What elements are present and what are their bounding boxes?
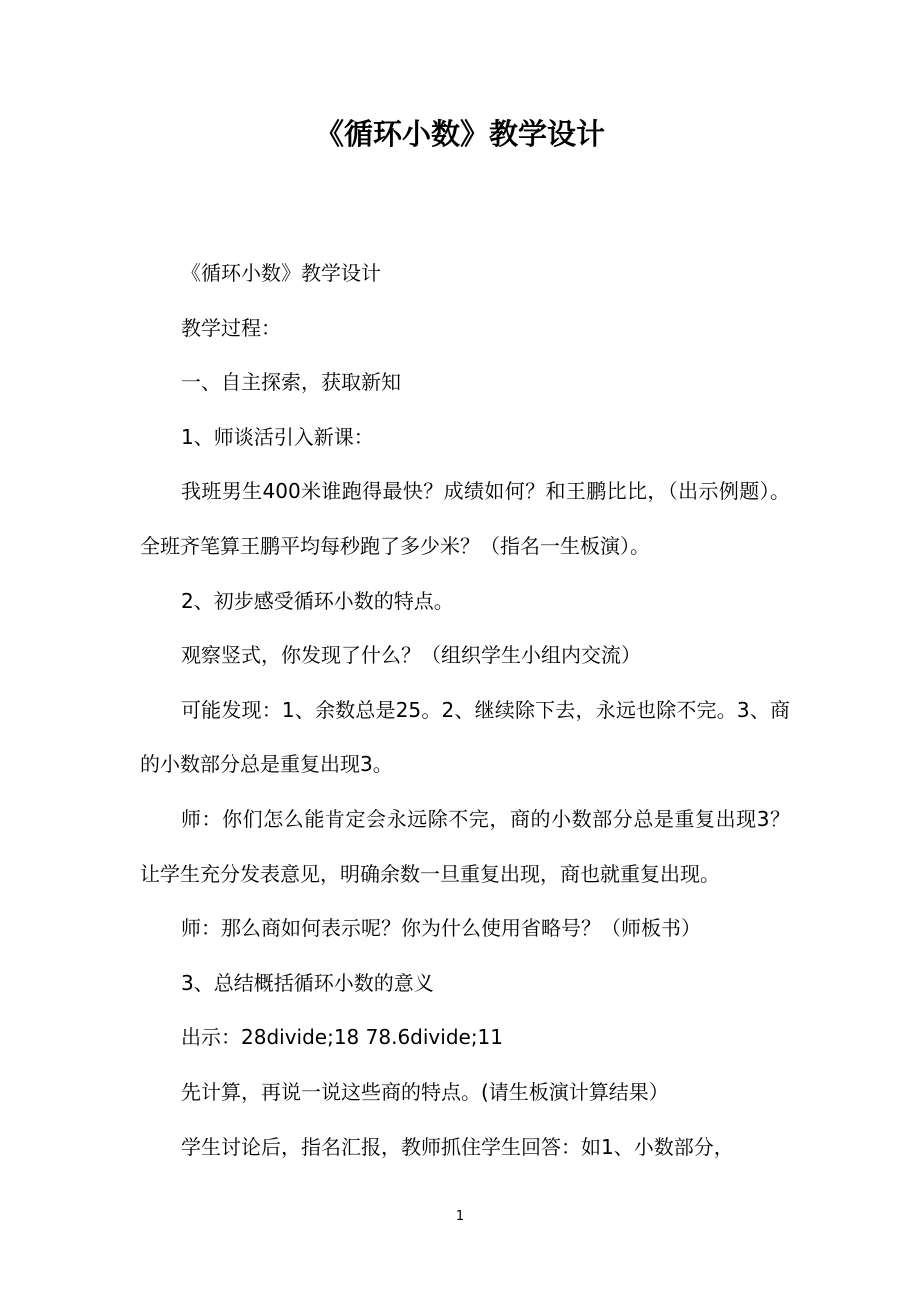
document-title: 《循环小数》教学设计: [314, 117, 605, 151]
paragraph: 师：你们怎么能肯定会永远除不完，商的小数部分总是重复出现3？让学生充分发表意见，明确余数一旦重复出现，商也就重复出现。: [140, 806, 790, 886]
paragraph: 教学过程：: [181, 315, 281, 340]
page-number: 1: [455, 1209, 465, 1224]
paragraph: 3、总结概括循环小数的意义: [181, 970, 434, 995]
document-body: [140, 246, 790, 1174]
paragraph: 可能发现：1、余数总是25。2、继续除下去，永远也除不完。3、商的小数部分总是重复出现3。: [140, 697, 790, 777]
paragraph: 《循环小数》教学设计: [181, 261, 381, 285]
paragraph: 2、初步感受循环小数的特点。: [181, 588, 454, 613]
paragraph: 1、师谈活引入新课：: [181, 424, 374, 449]
paragraph: 观察竖式，你发现了什么？（组织学生小组内交流）: [181, 643, 641, 668]
paragraph: 先计算，再说一说这些商的特点。(请生板演计算结果）: [181, 1079, 669, 1104]
paragraph: 一、自主探索，获取新知: [181, 370, 401, 395]
paragraph: 我班男生400米谁跑得最快？成绩如何？和王鹏比比，（出示例题）。全班齐笔算王鹏平均每秒跑了多少米？（指名一生板演）。: [140, 479, 790, 558]
paragraph: 出示：28divide;18 78.6divide;11: [181, 1025, 504, 1050]
paragraph: 师：那么商如何表示呢？你为什么使用省略号？（师板书）: [181, 916, 701, 941]
paragraph: 学生讨论后，指名汇报，教师抓住学生回答：如1、小数部分，: [181, 1134, 734, 1159]
